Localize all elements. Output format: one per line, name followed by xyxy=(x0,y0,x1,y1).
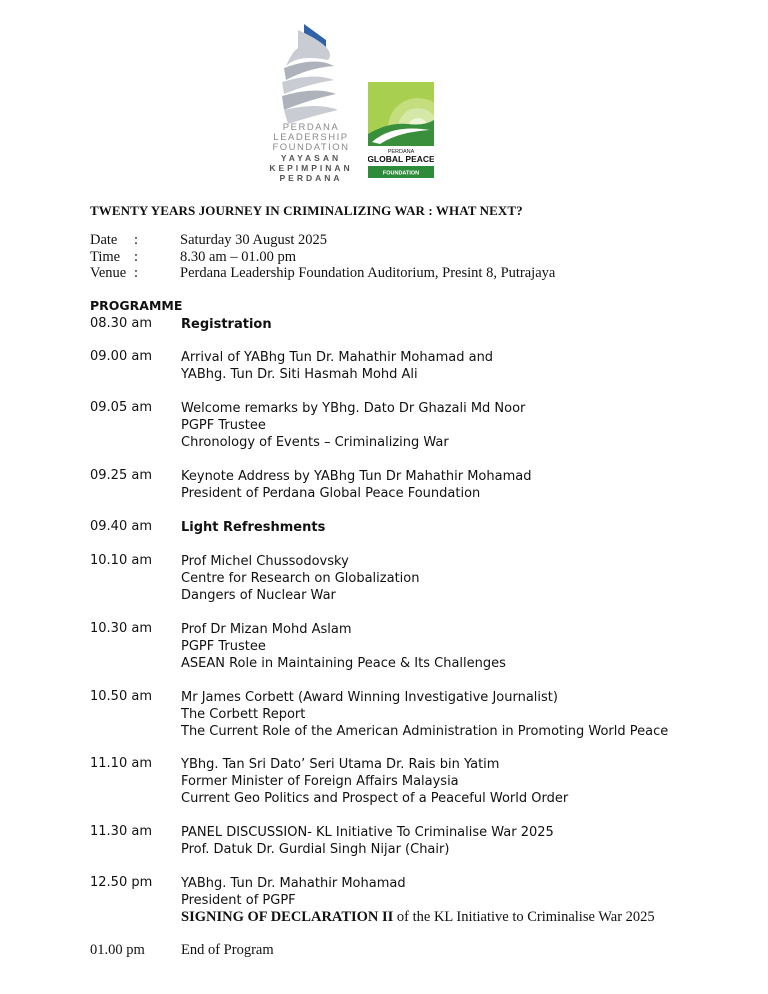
programme-time: 10.30 am xyxy=(90,621,152,636)
programme-time: 01.00 pm xyxy=(90,942,145,958)
programme-line: PGPF Trustee xyxy=(181,418,266,433)
perdana-global-peace-foundation-logo xyxy=(368,82,434,178)
pgpf-bar-text: FOUNDATION xyxy=(382,170,420,177)
programme-line: The Corbett Report xyxy=(181,707,306,722)
detail-time xyxy=(90,249,296,266)
programme-line: PGPF Trustee xyxy=(181,639,266,654)
programme-line: Light Refreshments xyxy=(181,520,326,535)
detail-label: Time xyxy=(90,249,121,265)
programme-time: 09.05 am xyxy=(90,400,152,415)
programme-line: End of Program xyxy=(181,942,274,958)
document-title: TWENTY YEARS JOURNEY IN CRIMINALIZING WAR : WHAT NEXT? xyxy=(90,203,523,218)
programme-time: 12.50 pm xyxy=(90,875,153,890)
programme-line: Prof. Datuk Dr. Gurdial Singh Nijar (Chair) xyxy=(181,842,450,857)
programme-line: ASEAN Role in Maintaining Peace & Its Challenges xyxy=(181,656,506,671)
programme-line: Arrival of YABhg Tun Dr. Mahathir Mohamad and xyxy=(181,350,494,365)
pgpf-big-text: GLOBAL PEACE xyxy=(368,154,434,164)
programme-line-signing xyxy=(181,909,655,926)
programme-line: Former Minister of Foreign Affairs Malaysia xyxy=(181,774,459,789)
programme-time: 10.10 am xyxy=(90,553,152,568)
programme-time: 08.30 am xyxy=(90,316,152,331)
plf-ribbon-icon xyxy=(268,18,354,128)
programme-line: The Current Role of the American Administration in Promoting World Peace xyxy=(181,724,669,739)
plf-malay-line-3: PERDANA xyxy=(279,173,343,183)
signing-bold-text: SIGNING OF DECLARATION II xyxy=(181,909,394,925)
programme-line: YABhg. Tun Dr. Siti Hasmah Mohd Ali xyxy=(181,367,418,382)
detail-value: Saturday 30 August 2025 xyxy=(180,232,328,248)
detail-colon: : xyxy=(134,265,139,281)
signing-rest-text: of the KL Initiative to Criminalise War 2025 xyxy=(393,909,655,925)
programme-heading: PROGRAMME xyxy=(90,298,183,313)
programme-line: Chronology of Events – Criminalizing War xyxy=(181,435,449,450)
programme-line: Welcome remarks by YBhg. Dato Dr Ghazali Md Noor xyxy=(181,401,526,416)
programme-time: 11.30 am xyxy=(90,824,152,839)
detail-value: 8.30 am – 01.00 pm xyxy=(180,249,296,265)
programme-line: Centre for Research on Globalization xyxy=(181,571,420,586)
detail-venue xyxy=(90,265,555,282)
detail-label: Venue xyxy=(90,265,127,281)
pgpf-landscape-icon xyxy=(368,82,434,178)
programme-time: 09.40 am xyxy=(90,519,152,534)
detail-date xyxy=(90,232,327,249)
detail-colon: : xyxy=(134,232,139,248)
plf-malay-line-1: YAYASAN xyxy=(280,153,342,163)
programme-line: President of PGPF xyxy=(181,893,296,908)
programme-line: President of Perdana Global Peace Foundation xyxy=(181,486,481,501)
programme-line: Dangers of Nuclear War xyxy=(181,588,336,603)
plf-name-line-3: FOUNDATION xyxy=(272,142,350,153)
programme-time: 11.10 am xyxy=(90,756,152,771)
programme-time: 10.50 am xyxy=(90,689,152,704)
programme-line: Prof Michel Chussodovsky xyxy=(181,554,349,569)
programme-line: PANEL DISCUSSION- KL Initiative To Criminalise War 2025 xyxy=(181,825,554,840)
programme-line: Prof Dr Mizan Mohd Aslam xyxy=(181,622,352,637)
pgpf-small-text: PERDANA xyxy=(387,149,415,155)
perdana-leadership-foundation-logo xyxy=(268,18,354,188)
programme-line: YBhg. Tan Sri Dato’ Seri Utama Dr. Rais bin Yatim xyxy=(181,757,500,772)
programme-time: 09.25 am xyxy=(90,468,152,483)
programme-line: Mr James Corbett (Award Winning Investigative Journalist) xyxy=(181,690,558,705)
programme-line: YABhg. Tun Dr. Mahathir Mohamad xyxy=(181,876,406,891)
programme-line: Keynote Address by YABhg Tun Dr Mahathir Mohamad xyxy=(181,469,532,484)
plf-malay-line-2: KEPIMPINAN xyxy=(269,163,353,173)
programme-line: Current Geo Politics and Prospect of a Peaceful World Order xyxy=(181,791,569,806)
detail-value: Perdana Leadership Foundation Auditorium, Presint 8, Putrajaya xyxy=(180,265,556,281)
detail-colon: : xyxy=(134,249,139,265)
plf-name-line-1: PERDANA xyxy=(282,122,340,133)
plf-name-line-2: LEADERSHIP xyxy=(273,132,349,143)
detail-label: Date xyxy=(90,232,118,248)
programme-line: Registration xyxy=(181,317,272,332)
programme-time: 09.00 am xyxy=(90,349,152,364)
